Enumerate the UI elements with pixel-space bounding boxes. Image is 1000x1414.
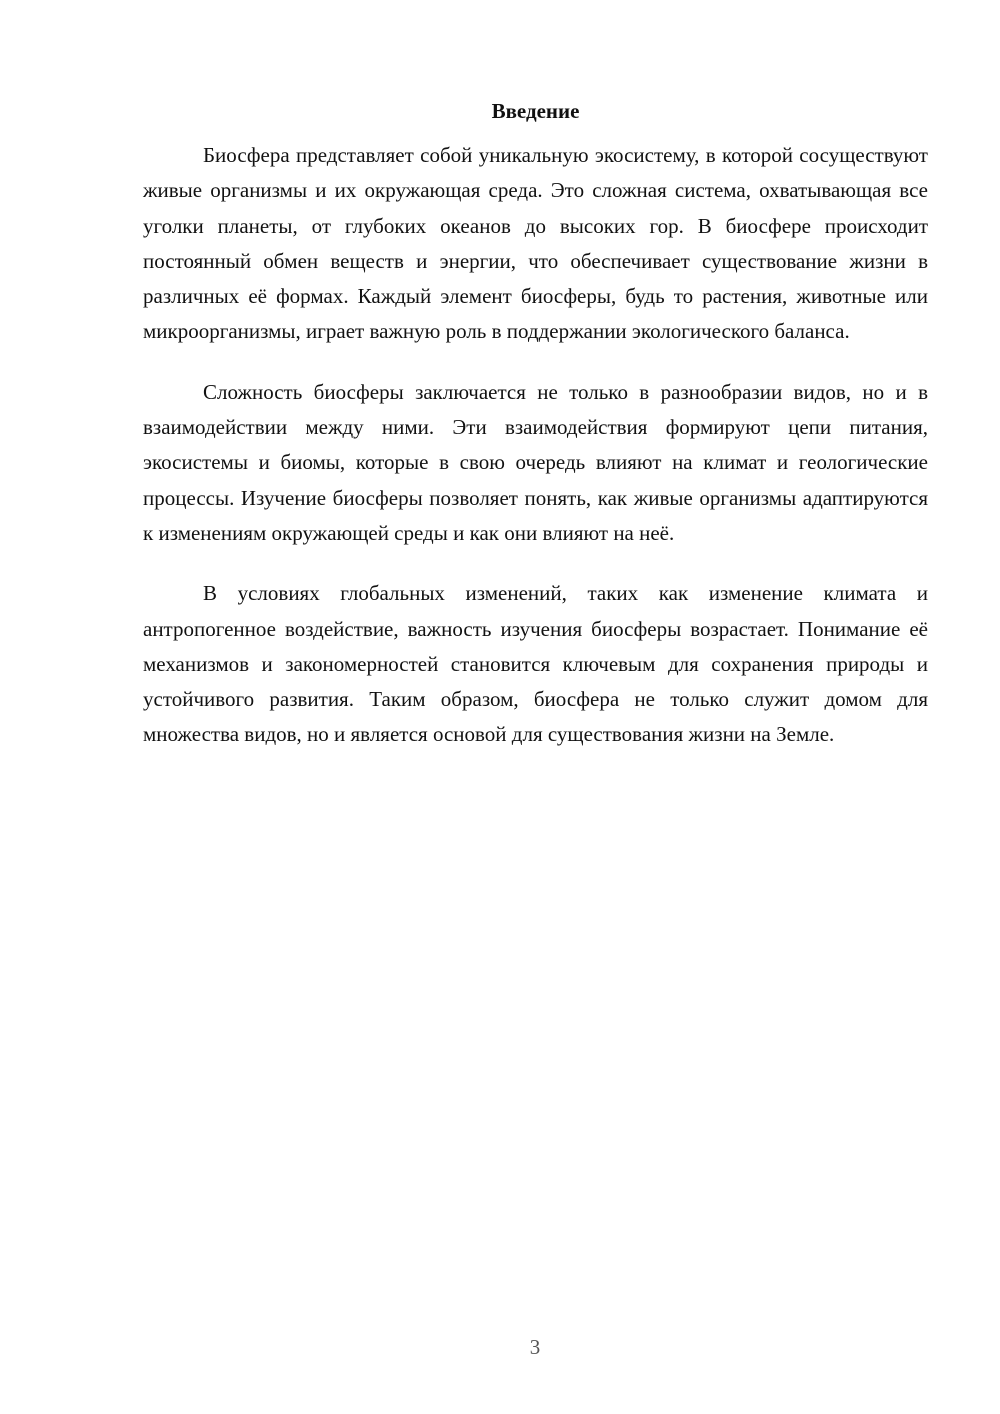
paragraph-3: В условиях глобальных изменений, таких как изменение климата и антропогенное воздействие, важность изучения биосферы возрастает. Понимание её механизмов и закономерностей становится ключевым для сохранения природы и устойчивого развития. Таким образом, биосфера не только служит домом для множества видов, но и является основой для существования жизни на Земле. — [143, 581, 928, 747]
page-number: 3 — [529, 1335, 541, 1359]
paragraph-2: Сложность биосферы заключается не только в разнообразии видов, но и в взаимодействии между ними. Эти взаимодействия формируют цепи питания, экосистемы и биомы, которые в свою очередь влияют на климат и геологические процессы. Изучение биосферы позволяет понять, как живые организмы адаптируются к изменениям окружающей среды и как они влияют на неё. — [143, 379, 928, 545]
page-content — [143, 96, 928, 778]
section-heading: Введение — [491, 99, 580, 123]
paragraph-1: Биосфера представляет собой уникальную экосистему, в которой сосуществуют живые организмы и их окружающая среда. Это сложная система, охватывающая все уголки планеты, от глубоких океанов до высоких гор. В биосфере происходит постоянный обмен веществ и энергии, что обеспечивает существование жизни в различных её формах. Каждый элемент биосферы, будь то растения, животные или микроорганизмы, играет важную роль в поддержании экологического баланса. — [143, 143, 928, 344]
